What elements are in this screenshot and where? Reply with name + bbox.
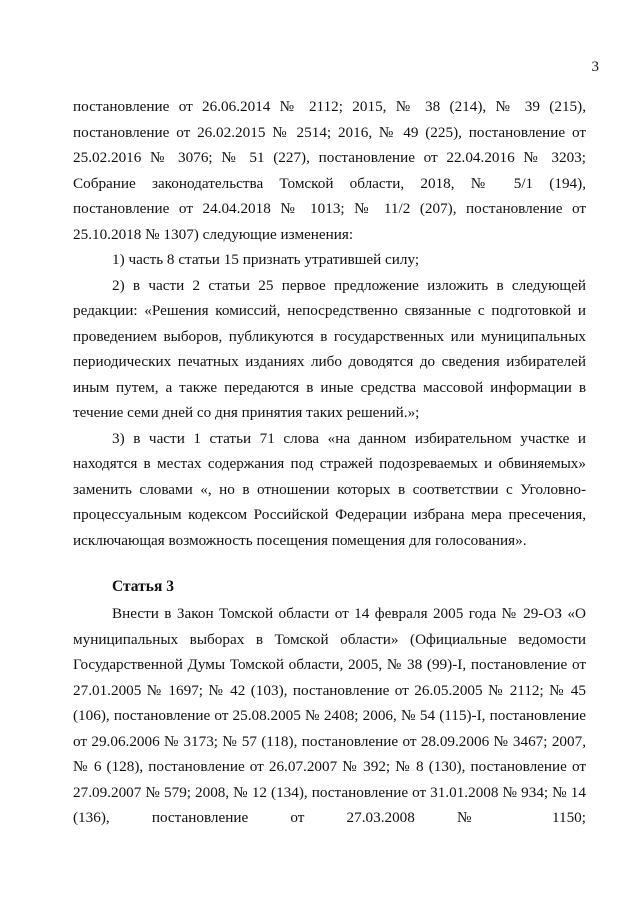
- amended-laws-paragraph: постановление от 26.06.2014 № 2112; 2015, № 38 (214), № 39 (215), постановление от 26.02.2015 № 2514; 2016, № 49 (225), постановление от 25.02.2016 № 3076; № 51 (227), постановление от 22.04.2016 № 3203; Собрание законодательства Томской области, 2018, № 5/1 (194), постановление от 24.04.2018 № 1013; № 11/2 (207), постановление от 25.10.2018 № 1307) следующие изменения:: [73, 98, 586, 243]
- article-3-body: [73, 601, 586, 831]
- amendment-item-3: 3) в части 1 статьи 71 слова «на данном избирательном участке и находятся в местах содержания под стражей подозреваемых и обвиняемых» заменить словами «, но в отношении которых в соответствии с Уголовно-процессуальным кодексом Российской Федерации избрана мера пресечения, исключающая возможность посещения помещения для голосования».: [73, 429, 586, 549]
- amendment-item-1: 1) часть 8 статьи 15 признать утратившей силу;: [112, 251, 420, 268]
- article-2-continuation: [73, 94, 586, 553]
- amendment-item-2: 2) в части 2 статьи 25 первое предложение изложить в следующей редакции: «Решения комиссий, непосредственно связанные с подготовкой и проведением выборов, публикуются в государственных или муниципальных периодических печатных изданиях либо доводятся до сведения избирателей иным путем, а также передаются в иные средства массовой информации в течение семи дней со дня принятия таких решений.»;: [73, 276, 586, 421]
- page-number: 3: [591, 59, 599, 75]
- article-3-heading: Статья 3: [112, 578, 174, 595]
- article-3-paragraph: Внести в Закон Томской области от 14 февраля 2005 года № 29-ОЗ «О муниципальных выборах в Томской области» (Официальные ведомости Государственной Думы Томской области, 2005, № 38 (99)-I, постановление от 27.01.2005 № 1697; № 42 (103), постановление от 26.05.2005 № 2112; № 45 (106), постановление от 25.08.2005 № 2408; 2006, № 54 (115)-I, постановление от 29.06.2006 № 3173; № 57 (118), постановление от 28.09.2006 № 3467; 2007, № 6 (128), постановление от 26.07.2007 № 392; № 8 (130), постановление от 27.09.2007 № 579; 2008, № 12 (134), постановление от 31.01.2008 № 934; № 14 (136), постановление от 27.03.2008 № 1150;: [73, 605, 586, 826]
